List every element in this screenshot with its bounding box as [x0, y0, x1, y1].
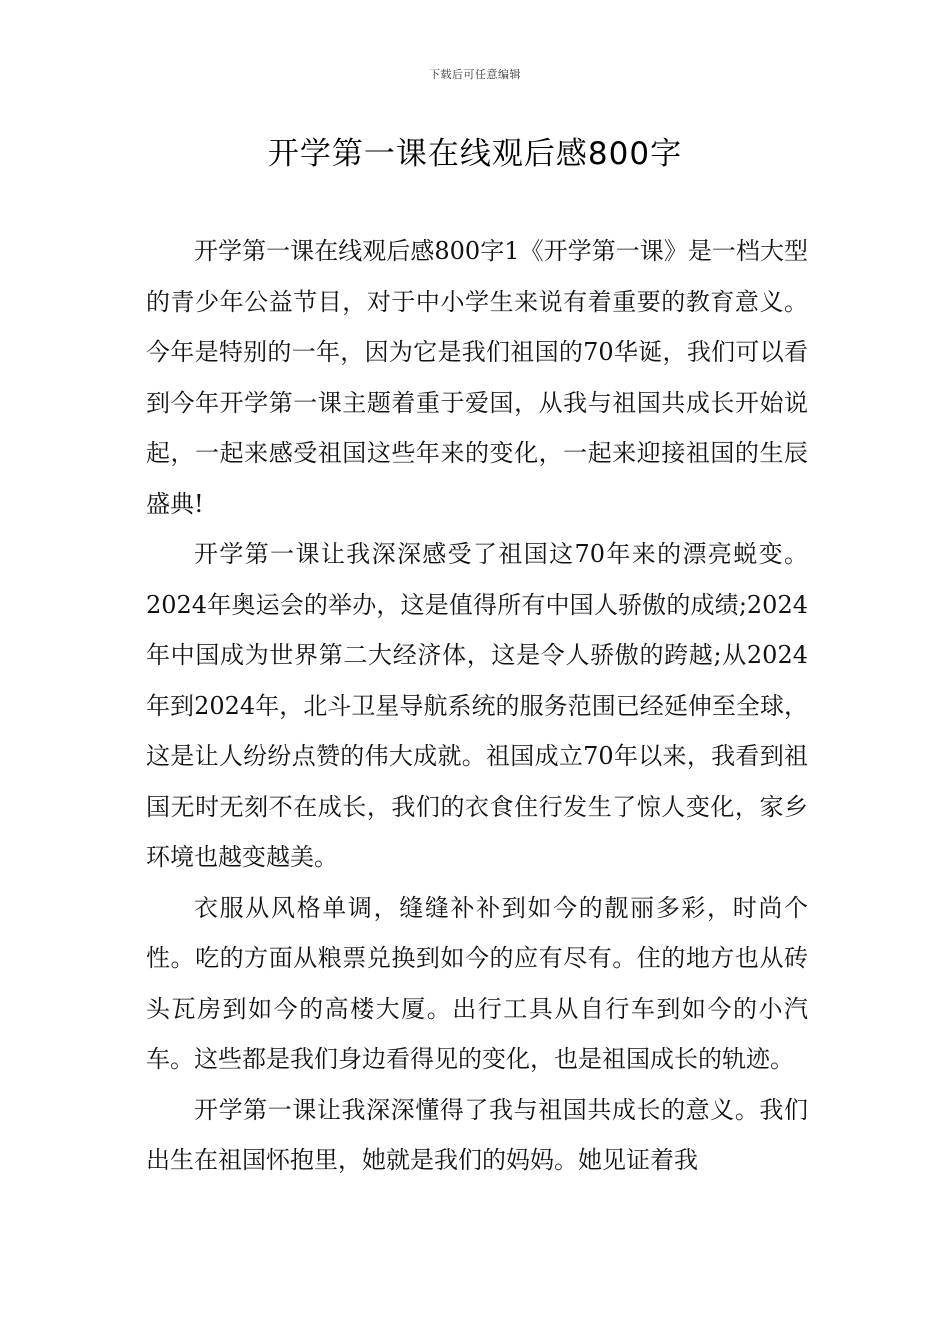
paragraph: 开学第一课在线观后感800字1《开学第一课》是一档大型的青少年公益节目，对于中小学生来说有着重要的教育意义。今年是特别的一年，因为它是我们祖国的70华诞，我们可以看到今年开学第一课主题着重于爱国，从我与祖国共成长开始说起，一起来感受祖国这些年来的变化，一起来迎接祖国的生辰盛典! [146, 237, 808, 518]
paragraph: 开学第一课让我深深懂得了我与祖国共成长的意义。我们出生在祖国怀抱里，她就是我们的妈妈。她见证着我 [146, 1095, 808, 1174]
document-title: 开学第一课在线观后感800字 [267, 136, 683, 172]
document-body [146, 226, 808, 1186]
paragraph: 开学第一课让我深深感受了祖国这70年来的漂亮蜕变。2024年奥运会的举办，这是值得所有中国人骄傲的成绩;2024年中国成为世界第二大经济体，这是令人骄傲的跨越;从2024年到2024年，北斗卫星导航系统的服务范围已经延伸至全球，这是让人纷纷点赞的伟大成就。祖国成立70年以来，我看到祖国无时无刻不在成长，我们的衣食住行发生了惊人变化，家乡环境也越变越美。 [146, 540, 808, 871]
paragraph: 衣服从风格单调，缝缝补补到如今的靓丽多彩，时尚个性。吃的方面从粮票兑换到如今的应有尽有。住的地方也从砖头瓦房到如今的高楼大厦。出行工具从自行车到如今的小汽车。这些都是我们身边看得见的变化，也是祖国成长的轨迹。 [146, 893, 808, 1073]
header-note: 下载后可任意编辑 [429, 68, 521, 81]
